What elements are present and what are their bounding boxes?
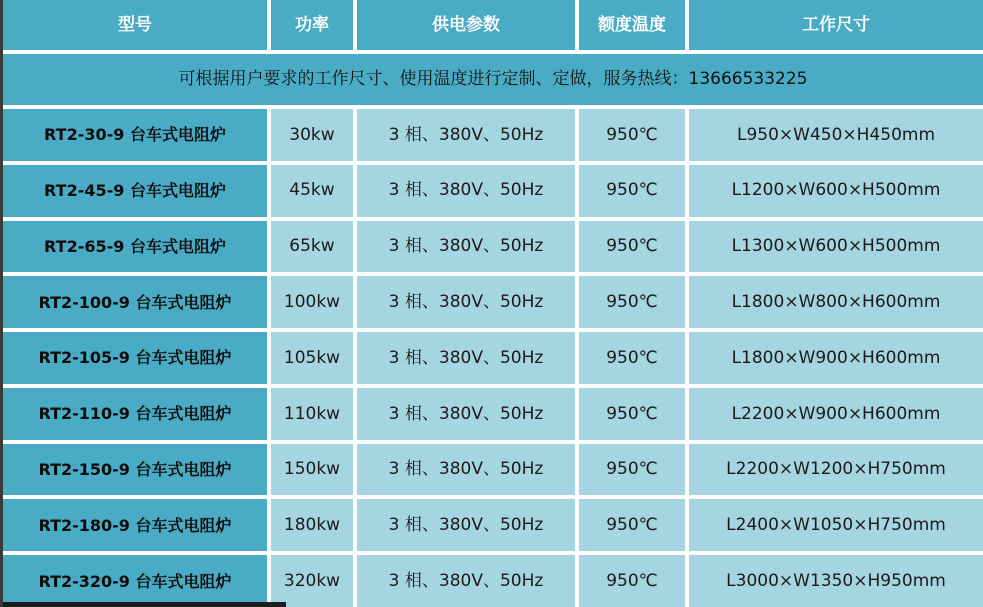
size-cell: L1800×W900×H600mm [689, 332, 983, 384]
model-cell: RT2-45-9 台车式电阻炉 [3, 165, 267, 217]
temp-cell: 950℃ [579, 221, 685, 273]
temp-cell: 950℃ [579, 276, 685, 328]
size-cell: L1800×W800×H600mm [689, 276, 983, 328]
power-cell: 110kw [271, 388, 353, 440]
model-cell: RT2-150-9 台车式电阻炉 [3, 444, 267, 496]
header-row [3, 0, 983, 50]
model-cell: RT2-180-9 台车式电阻炉 [3, 499, 267, 551]
notice-row [3, 54, 983, 105]
table-row [3, 276, 983, 328]
power-cell: 45kw [271, 165, 353, 217]
temp-cell: 950℃ [579, 499, 685, 551]
temp-cell: 950℃ [579, 444, 685, 496]
model-cell: RT2-105-9 台车式电阻炉 [3, 332, 267, 384]
temp-cell: 950℃ [579, 165, 685, 217]
table-row [3, 388, 983, 440]
supply-cell: 3 相、380V、50Hz [357, 165, 575, 217]
header-model: 型号 [3, 0, 267, 50]
power-cell: 320kw [271, 555, 353, 607]
temp-cell: 950℃ [579, 332, 685, 384]
power-cell: 150kw [271, 444, 353, 496]
model-cell: RT2-320-9 台车式电阻炉 [3, 555, 267, 607]
supply-cell: 3 相、380V、50Hz [357, 444, 575, 496]
size-cell: L2400×W1050×H750mm [689, 499, 983, 551]
model-cell: RT2-30-9 台车式电阻炉 [3, 109, 267, 161]
power-cell: 105kw [271, 332, 353, 384]
size-cell: L3000×W1350×H950mm [689, 555, 983, 607]
supply-cell: 3 相、380V、50Hz [357, 221, 575, 273]
table-row [3, 555, 983, 607]
header-supply-params: 供电参数 [357, 0, 575, 50]
table-row [3, 221, 983, 273]
model-cell: RT2-100-9 台车式电阻炉 [3, 276, 267, 328]
header-rated-temperature: 额度温度 [579, 0, 685, 50]
supply-cell: 3 相、380V、50Hz [357, 332, 575, 384]
temp-cell: 950℃ [579, 388, 685, 440]
temp-cell: 950℃ [579, 109, 685, 161]
model-cell: RT2-65-9 台车式电阻炉 [3, 221, 267, 273]
table-row [3, 444, 983, 496]
size-cell: L2200×W900×H600mm [689, 388, 983, 440]
model-cell: RT2-110-9 台车式电阻炉 [3, 388, 267, 440]
table-row [3, 109, 983, 161]
table-row [3, 499, 983, 551]
power-cell: 100kw [271, 276, 353, 328]
supply-cell: 3 相、380V、50Hz [357, 388, 575, 440]
power-cell: 65kw [271, 221, 353, 273]
bottom-accent-bar [3, 602, 286, 607]
power-cell: 30kw [271, 109, 353, 161]
header-working-size: 工作尺寸 [689, 0, 983, 50]
table-row [3, 332, 983, 384]
supply-cell: 3 相、380V、50Hz [357, 109, 575, 161]
temp-cell: 950℃ [579, 555, 685, 607]
size-cell: L1300×W600×H500mm [689, 221, 983, 273]
size-cell: L2200×W1200×H750mm [689, 444, 983, 496]
size-cell: L950×W450×H450mm [689, 109, 983, 161]
supply-cell: 3 相、380V、50Hz [357, 555, 575, 607]
supply-cell: 3 相、380V、50Hz [357, 499, 575, 551]
supply-cell: 3 相、380V、50Hz [357, 276, 575, 328]
header-power: 功率 [271, 0, 353, 50]
size-cell: L1200×W600×H500mm [689, 165, 983, 217]
table-row [3, 165, 983, 217]
power-cell: 180kw [271, 499, 353, 551]
customization-notice: 可根据用户要求的工作尺寸、使用温度进行定制、定做，服务热线：13666533225 [3, 54, 983, 105]
